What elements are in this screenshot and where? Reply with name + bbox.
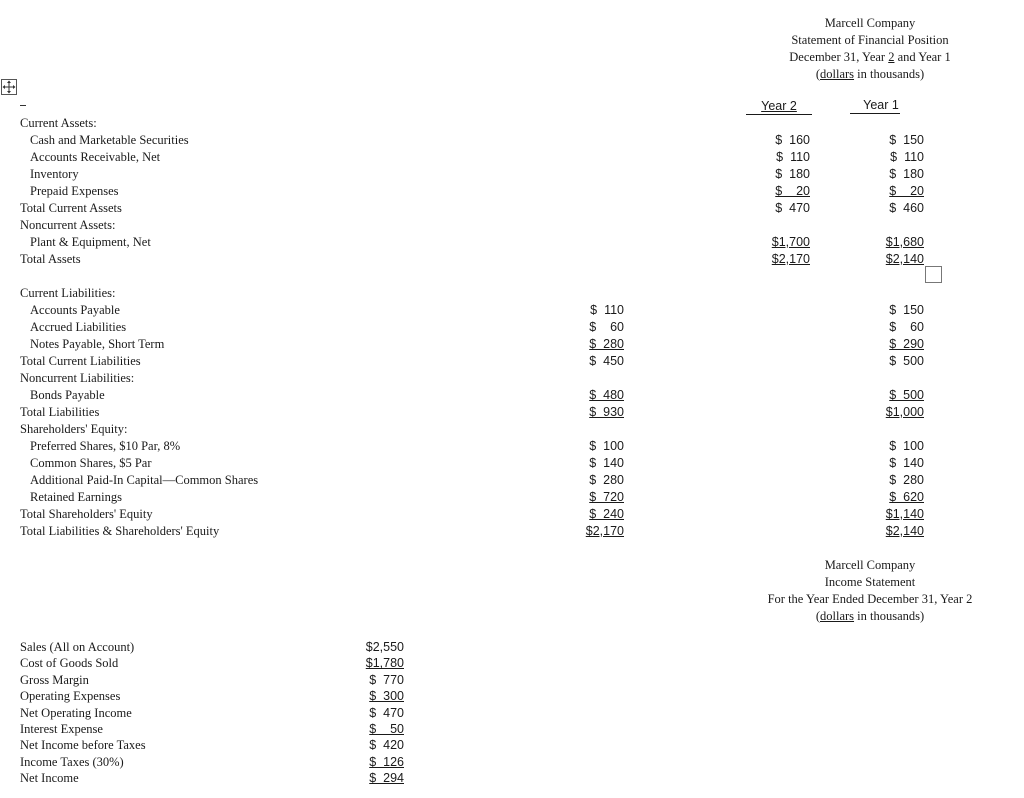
value-year1: $2,140 — [885, 252, 924, 266]
row-label: Current Assets: — [20, 116, 97, 130]
col-header-year1: Year 1 — [863, 98, 899, 112]
value-year2: $ 240 — [589, 507, 624, 521]
income-value: $1,780 — [365, 656, 404, 671]
value-year1: $ 180 — [889, 167, 924, 181]
income-label: Gross Margin — [20, 672, 89, 687]
row-label: Inventory — [30, 167, 79, 181]
value-year2: $2,170 — [585, 524, 624, 538]
value-year2: $1,700 — [771, 235, 810, 249]
value-year1: $ 20 — [889, 184, 924, 198]
row-label: Current Liabilities: — [20, 286, 116, 300]
table-move-handle-icon[interactable] — [1, 79, 17, 95]
empty-checkbox-icon[interactable] — [925, 266, 942, 283]
value-year2: $ 20 — [775, 184, 810, 198]
value-year1: $ 500 — [889, 388, 924, 402]
income-label: Net Operating Income — [20, 705, 132, 720]
row-label: Total Assets — [20, 252, 81, 266]
is-units: (dollars in thousands) — [815, 609, 925, 623]
value-year2: $ 160 — [775, 133, 810, 147]
value-year1: $ 150 — [889, 133, 924, 147]
row-label: Prepaid Expenses — [30, 184, 119, 198]
income-label: Net Income — [20, 771, 79, 786]
row-label: Accounts Payable — [30, 303, 120, 317]
income-label: Operating Expenses — [20, 689, 121, 704]
row-label: Total Liabilities & Shareholders' Equity — [20, 524, 220, 538]
income-value: $ 470 — [369, 705, 404, 720]
income-value: $ 126 — [369, 754, 404, 769]
value-year1: $ 290 — [889, 337, 924, 351]
row-label: Notes Payable, Short Term — [30, 337, 165, 351]
value-year2: $ 280 — [589, 473, 624, 487]
row-label: Retained Earnings — [30, 490, 122, 504]
col-header-year2-rule — [746, 114, 812, 115]
bs-units: (dollars in thousands) — [815, 67, 925, 81]
row-label: Cash and Marketable Securities — [30, 133, 189, 147]
row-label: Total Shareholders' Equity — [20, 507, 153, 521]
row-label: Accounts Receivable, Net — [30, 150, 161, 164]
income-value: $ 420 — [369, 738, 404, 753]
col-header-year2: Year 2 — [761, 99, 797, 113]
value-year1: $ 60 — [889, 320, 924, 334]
value-year1: $ 620 — [889, 490, 924, 504]
value-year1: $1,000 — [885, 405, 924, 419]
bs-heading — [760, 15, 980, 83]
value-year1: $ 110 — [890, 150, 924, 164]
value-year2: $ 140 — [589, 456, 624, 470]
row-label: Shareholders' Equity: — [20, 422, 128, 436]
value-year2: $ 180 — [775, 167, 810, 181]
value-year2: $ 280 — [589, 337, 624, 351]
row-label: Total Current Assets — [20, 201, 122, 215]
income-label: Net Income before Taxes — [20, 738, 146, 753]
value-year2: $2,170 — [771, 252, 810, 266]
row-label: Bonds Payable — [30, 388, 105, 402]
income-label: Cost of Goods Sold — [20, 656, 119, 671]
value-year1: $ 280 — [889, 473, 924, 487]
value-year2: $ 60 — [589, 320, 624, 334]
row-label: Preferred Shares, $10 Par, 8% — [30, 439, 181, 453]
bs-title: Statement of Financial Position — [791, 33, 949, 47]
value-year2: $ 100 — [589, 439, 624, 453]
stray-mark — [20, 105, 26, 106]
row-label: Noncurrent Assets: — [20, 218, 116, 232]
value-year2: $ 930 — [589, 405, 624, 419]
income-value: $ 50 — [369, 722, 404, 736]
income-label: Interest Expense — [20, 722, 103, 736]
value-year1: $1,140 — [885, 507, 924, 521]
row-label: Accrued Liabilities — [30, 320, 127, 334]
is-title: Income Statement — [824, 575, 916, 589]
is-company: Marcell Company — [824, 558, 916, 572]
value-year2: $ 720 — [589, 490, 624, 504]
value-year2: $ 450 — [589, 354, 624, 368]
row-label: Additional Paid-In Capital—Common Shares — [30, 473, 259, 487]
row-label: Total Liabilities — [20, 405, 100, 419]
value-year2: $ 110 — [590, 303, 624, 317]
income-value: $2,550 — [365, 640, 404, 654]
col-header-year1-rule — [850, 113, 900, 114]
is-heading — [745, 557, 995, 625]
value-year1: $1,680 — [885, 235, 924, 249]
value-year2: $ 480 — [589, 388, 624, 402]
income-value: $ 294 — [369, 771, 404, 786]
value-year2: $ 470 — [775, 201, 810, 215]
income-value: $ 770 — [369, 672, 404, 687]
value-year1: $ 500 — [889, 354, 924, 368]
value-year1: $2,140 — [885, 524, 924, 538]
value-year1: $ 100 — [889, 439, 924, 453]
bs-period: December 31, Year 2 and Year 1 — [789, 50, 951, 64]
value-year1: $ 140 — [889, 456, 924, 470]
row-label: Total Current Liabilities — [20, 354, 141, 368]
bs-company: Marcell Company — [824, 16, 916, 30]
income-label: Income Taxes (30%) — [20, 754, 124, 769]
value-year1: $ 460 — [889, 201, 924, 215]
row-label: Common Shares, $5 Par — [30, 456, 152, 470]
income-value: $ 300 — [369, 689, 404, 704]
income-label: Sales (All on Account) — [20, 640, 135, 654]
value-year2: $ 110 — [776, 150, 810, 164]
is-period: For the Year Ended December 31, Year 2 — [767, 592, 973, 606]
row-label: Noncurrent Liabilities: — [20, 371, 135, 385]
value-year1: $ 150 — [889, 303, 924, 317]
row-label: Plant & Equipment, Net — [30, 235, 151, 249]
